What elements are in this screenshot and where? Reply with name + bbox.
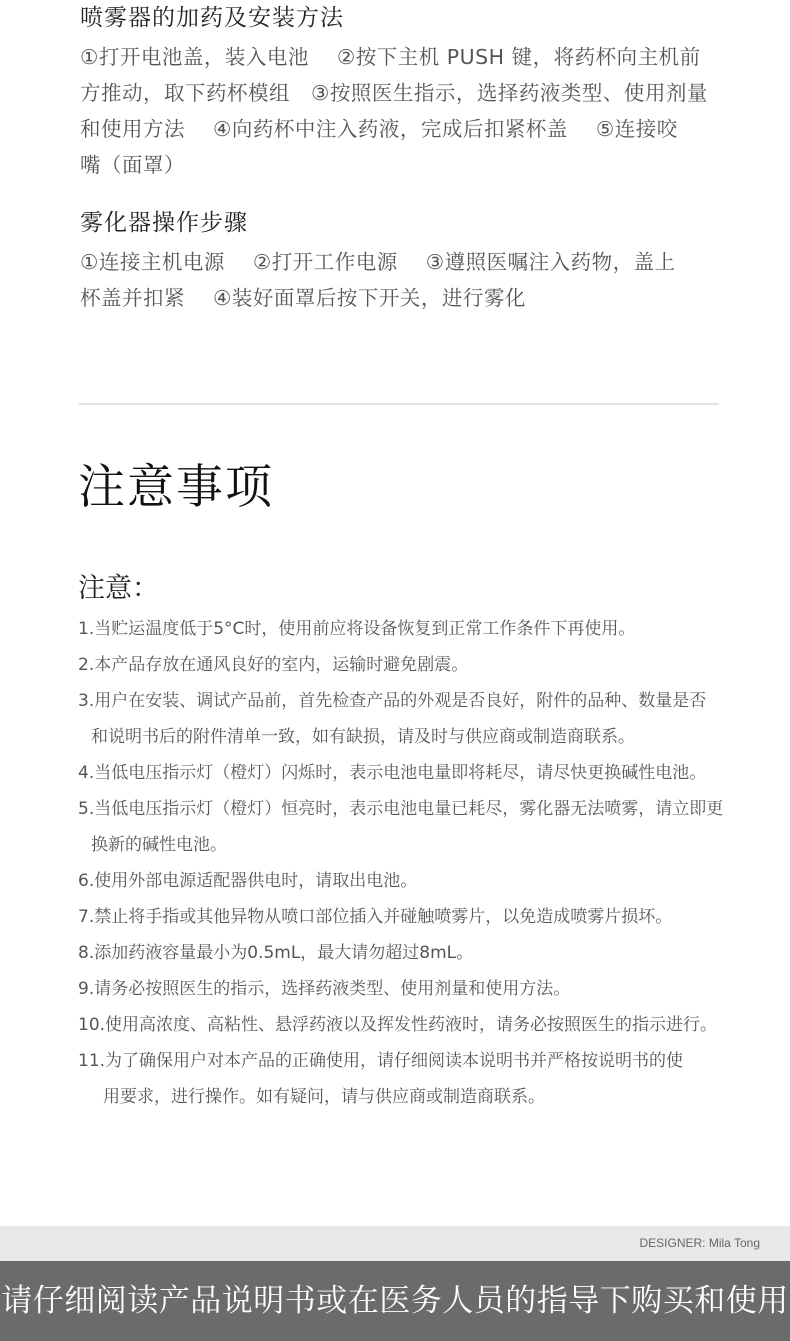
precaution-text: 7.禁止将手指或其他异物从喷口部位插入并碰触喷雾片，以免造成喷雾片损坏。 bbox=[78, 907, 673, 927]
precaution-text: 5.当低电压指示灯（橙灯）恒亮时，表示电池电量已耗尽，雾化器无法喷雾，请立即更 bbox=[78, 799, 724, 819]
precautions-heading: 注意事项 bbox=[78, 460, 274, 515]
precaution-item bbox=[78, 611, 738, 647]
install-step-line: 方推动，取下药杯模组 ③按照医生指示，选择药液类型、使用剂量 bbox=[80, 81, 708, 105]
operation-title: 雾化器操作步骤 bbox=[80, 210, 248, 236]
install-step-line: 嘴（面罩） bbox=[80, 153, 185, 177]
precaution-text: 11.为了确保用户对本产品的正确使用，请仔细阅读本说明书并严格按说明书的使 bbox=[78, 1051, 684, 1071]
install-step-line: ①打开电池盖，装入电池 ②按下主机 PUSH 键，将药杯向主机前 bbox=[80, 45, 701, 69]
precaution-item bbox=[78, 899, 738, 935]
precaution-text: 3.用户在安装、调试产品前，首先检查产品的外观是否良好，附件的品种、数量是否 bbox=[78, 691, 707, 711]
precaution-item bbox=[78, 755, 738, 791]
install-steps bbox=[80, 39, 720, 183]
precaution-text: 2.本产品存放在通风良好的室内，运输时避免剧震。 bbox=[78, 655, 469, 675]
install-step-line: 和使用方法 ④向药杯中注入药液，完成后扣紧杯盖 ⑤连接咬 bbox=[80, 117, 678, 141]
section-divider bbox=[79, 403, 719, 405]
precaution-text: 6.使用外部电源适配器供电时，请取出电池。 bbox=[78, 871, 418, 891]
precaution-item bbox=[78, 971, 738, 1007]
precaution-text: 10.使用高浓度、高粘性、悬浮药液以及挥发性药液时，请务必按照医生的指示进行。 bbox=[78, 1015, 718, 1035]
notice-label: 注意： bbox=[78, 573, 159, 604]
operation-section bbox=[80, 209, 720, 316]
precaution-item bbox=[78, 683, 738, 755]
operation-steps bbox=[80, 244, 720, 316]
install-section bbox=[80, 4, 720, 183]
operation-step-line: ①连接主机电源 ②打开工作电源 ③遵照医嘱注入药物，盖上 bbox=[80, 250, 676, 274]
install-title: 喷雾器的加药及安装方法 bbox=[80, 5, 344, 31]
banner-text: 请仔细阅读产品说明书或在医务人员的指导下购买和使用 bbox=[1, 1283, 789, 1319]
precaution-text-continued: 和说明书后的附件清单一致，如有缺损，请及时与供应商或制造商联系。 bbox=[91, 727, 635, 747]
precaution-item bbox=[78, 1043, 738, 1115]
precaution-text: 8.添加药液容量最小为0.5mL，最大请勿超过8mL。 bbox=[78, 943, 474, 963]
bottom-banner bbox=[0, 1261, 790, 1341]
operation-step-line: 杯盖并扣紧 ④装好面罩后按下开关，进行雾化 bbox=[80, 286, 526, 310]
precaution-text: 4.当低电压指示灯（橙灯）闪烁时，表示电池电量即将耗尽，请尽快更换碱性电池。 bbox=[78, 763, 707, 783]
precaution-item bbox=[78, 791, 738, 863]
precaution-text: 1.当贮运温度低于5°C时，使用前应将设备恢复到正常工作条件下再使用。 bbox=[78, 619, 636, 639]
precaution-text: 9.请务必按照医生的指示，选择药液类型、使用剂量和使用方法。 bbox=[78, 979, 571, 999]
precaution-text-continued: 换新的碱性电池。 bbox=[91, 835, 227, 855]
designer-credit: DESIGNER: Mila Tong bbox=[639, 1236, 760, 1250]
precaution-item bbox=[78, 647, 738, 683]
precaution-text-continued: 用要求，进行操作。如有疑问，请与供应商或制造商联系。 bbox=[103, 1087, 545, 1107]
designer-band bbox=[0, 1226, 790, 1261]
precaution-item bbox=[78, 1007, 738, 1043]
precaution-item bbox=[78, 863, 738, 899]
precautions-list bbox=[78, 611, 738, 1115]
precaution-item bbox=[78, 935, 738, 971]
